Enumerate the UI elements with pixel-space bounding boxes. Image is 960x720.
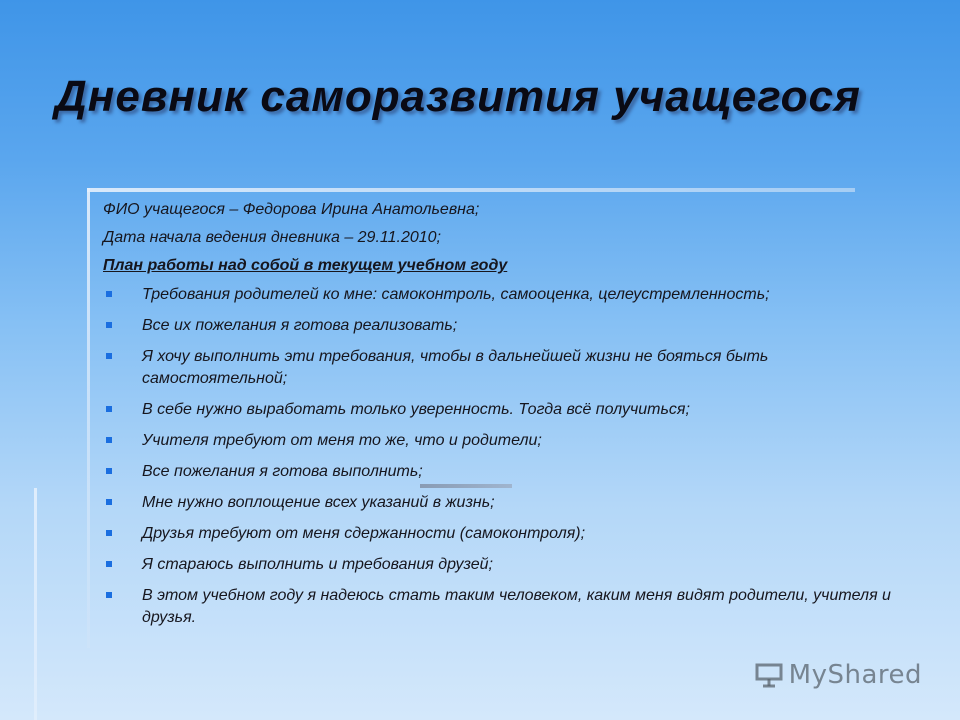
square-bullet-icon — [106, 592, 112, 598]
list-item-text: В этом учебном году я надеюсь стать таким человеком, каким меня видят родители, учителя и друзья. — [142, 587, 891, 626]
square-bullet-icon — [106, 353, 112, 359]
list-item-text: Учителя требуют от меня то же, что и родители; — [142, 432, 542, 449]
watermark-text: MyShared — [788, 660, 922, 690]
list-item — [103, 461, 893, 483]
decorative-left-bar-lower — [34, 488, 37, 720]
list-item — [103, 585, 893, 629]
plan-list — [103, 284, 893, 629]
list-item-text: Все их пожелания я готова реализовать; — [142, 317, 458, 334]
start-date-line: Дата начала ведения дневника – 29.11.2010; — [103, 229, 441, 246]
square-bullet-icon — [106, 437, 112, 443]
list-item — [103, 399, 893, 421]
list-item-text: Требования родителей ко мне: самоконтроль, самооценка, целеустремленность; — [142, 286, 770, 303]
list-item — [103, 284, 893, 306]
decorative-top-bar — [87, 188, 855, 192]
plan-heading: План работы над собой в текущем учебном году — [103, 257, 508, 274]
list-item-text: Все пожелания я готова выполнить; — [142, 463, 423, 480]
square-bullet-icon — [106, 406, 112, 412]
decorative-left-bar — [87, 188, 90, 648]
square-bullet-icon — [106, 499, 112, 505]
list-item-text: Я стараюсь выполнить и требования друзей; — [142, 556, 493, 573]
list-item — [103, 554, 893, 576]
list-item-text: Мне нужно воплощение всех указаний в жизнь; — [142, 494, 495, 511]
list-item — [103, 430, 893, 452]
square-bullet-icon — [106, 322, 112, 328]
student-name-line: ФИО учащегося – Федорова Ирина Анатольевна; — [103, 201, 480, 218]
list-item — [103, 492, 893, 514]
watermark — [755, 660, 922, 690]
square-bullet-icon — [106, 561, 112, 567]
list-item-text: Я хочу выполнить эти требования, чтобы в дальнейшей жизни не бояться быть самостоятельной; — [142, 348, 769, 387]
slide-content — [103, 200, 893, 638]
square-bullet-icon — [106, 468, 112, 474]
list-item-text: В себе нужно выработать только уверенность. Тогда всё получиться; — [142, 401, 690, 418]
list-item-text: Друзья требуют от меня сдержанности (самоконтроля); — [142, 525, 586, 542]
square-bullet-icon — [106, 530, 112, 536]
list-item — [103, 523, 893, 545]
slide-title: Дневник саморазвития учащегося — [55, 72, 861, 121]
list-item — [103, 346, 893, 390]
square-bullet-icon — [106, 291, 112, 297]
list-item — [103, 315, 893, 337]
presentation-icon — [755, 662, 785, 688]
